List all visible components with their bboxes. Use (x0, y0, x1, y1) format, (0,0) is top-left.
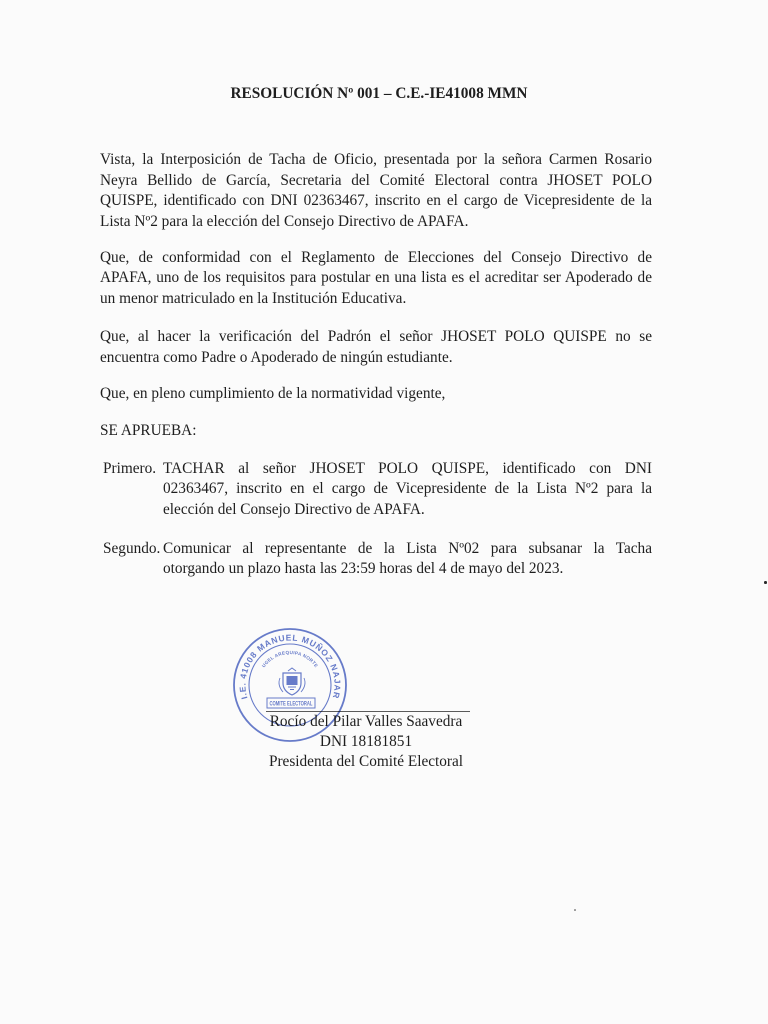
signatory-position: Presidenta del Comité Electoral (268, 752, 464, 770)
resolution-text (163, 539, 652, 580)
paragraph-line: Vista, la Interposición de Tacha de Oficio, presentada por la señora Carmen Rosario (100, 151, 652, 168)
resolution-line: otorgando un plazo hasta las 23:59 horas del 4 de mayo del 2023. (163, 560, 564, 578)
paragraph-line: Neyra Bellido de García, Secretaria del Comité Electoral contra JHOSET POLO (100, 171, 652, 189)
signatory-name: Rocío del Pilar Valles Saavedra (269, 712, 463, 730)
resolution-label: Primero. (103, 459, 157, 477)
scan-speck (574, 909, 576, 911)
paragraph-normatividad (100, 384, 652, 405)
resolution-item-segundo (103, 539, 652, 580)
paragraph-line: un menor matriculado en la Institución Educativa. (100, 289, 407, 307)
resolution-line: 02363467, inscrito en el cargo de Vicepresidente de la Lista Nº2 para la (163, 480, 652, 498)
electoral-committee-stamp (228, 623, 352, 747)
resolution-line: elección del Consejo Directivo de APAFA. (163, 500, 425, 518)
signatory-dni: DNI 18181851 (319, 733, 413, 750)
paragraph-line: encuentra como Padre o Apoderado de ningún estudiante. (100, 348, 453, 366)
resolution-item-primero (103, 459, 652, 521)
paragraph-reglamento (100, 248, 652, 310)
paragraph-line: APAFA, uno de los requisitos para postular en una lista es el acreditar ser Apoderado de (100, 269, 652, 287)
stamp-crest-icon (279, 668, 305, 695)
stamp-inner-text (261, 650, 319, 668)
stamp-inner-text-path: UGEL AREQUIPA NORTE (260, 649, 320, 669)
approval-heading: SE APRUEBA: (100, 421, 197, 439)
stamp-outer-text-path: I.E. 41008 MANUEL MUÑOZ NAJAR (237, 632, 343, 701)
resolution-text (163, 459, 652, 521)
paragraph-line: Lista Nº2 para la elección del Consejo Directivo de APAFA. (100, 212, 469, 230)
paragraph-vista (100, 150, 652, 232)
paragraph-line: QUISPE, identificado con DNI 02363467, inscrito en el cargo de Vicepresidente de la (100, 192, 652, 210)
stamp-center-text: COMITE ELECTORAL (269, 701, 313, 708)
resolution-line: TACHAR al señor JHOSET POLO QUISPE, identificado con DNI (163, 459, 652, 477)
scan-speck (764, 581, 767, 584)
resolution-line: Comunicar al representante de la Lista Nº02 para subsanar la Tacha (163, 539, 652, 557)
paragraph-verificacion (100, 327, 652, 368)
paragraph-line: Que, en pleno cumplimiento de la normatividad vigente, (100, 384, 446, 402)
paragraph-line: Que, de conformidad con el Reglamento de Elecciones del Consejo Directivo de (100, 248, 652, 266)
paragraph-line: Que, al hacer la verificación del Padrón el señor JHOSET POLO QUISPE no se (100, 328, 652, 345)
document-title: RESOLUCIÓN Nº 001 – C.E.-IE41008 MMN (230, 85, 528, 102)
resolution-label: Segundo. (103, 539, 161, 557)
